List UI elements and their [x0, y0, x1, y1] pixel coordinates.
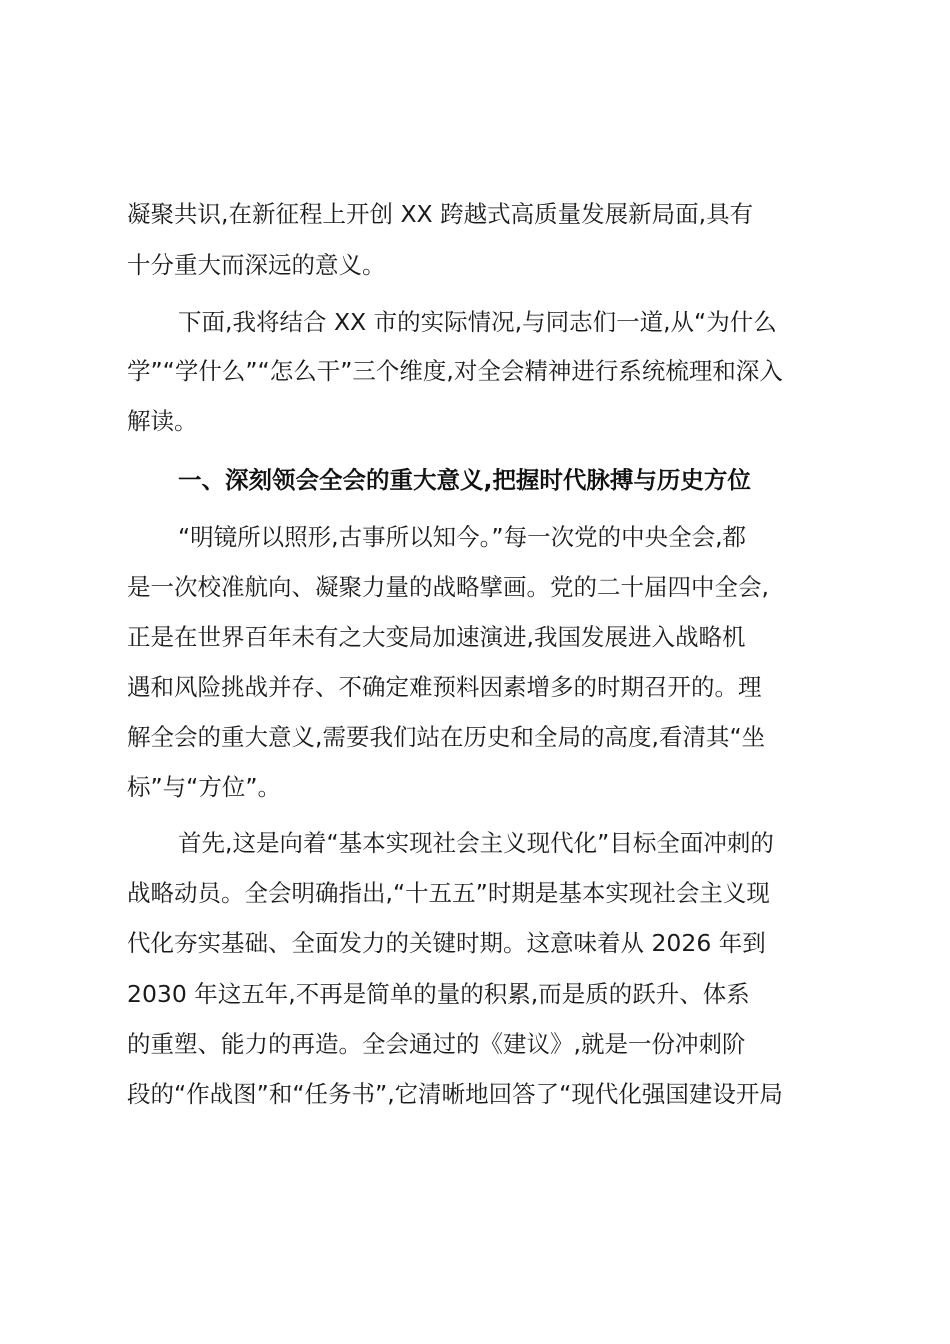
paragraph-line: 的重塑、能力的再造。全会通过的《建议》,就是一份冲刺阶: [127, 1030, 746, 1058]
paragraph-line: 遇和风险挑战并存、不确定难预料因素增多的时期召开的。理: [127, 673, 762, 701]
paragraph-line: 段的“作战图”和“任务书”,它清晰地回答了“现代化强国建设开局: [127, 1080, 783, 1108]
paragraph-line: 代化夯实基础、全面发力的关键时期。这意味着从 2026 年到: [127, 929, 766, 957]
paragraph-line: 标”与“方位”。: [127, 773, 282, 801]
paragraph-line: 凝聚共识,在新征程上开创 XX 跨越式高质量发展新局面,具有: [127, 200, 754, 228]
paragraph-line: 是一次校准航向、凝聚力量的战略擘画。党的二十届四中全会,: [127, 573, 769, 601]
paragraph-line: 下面,我将结合 XX 市的实际情况,与同志们一道,从“为什么: [178, 308, 777, 336]
paragraph-line: 解全会的重大意义,需要我们站在历史和全局的高度,看清其“坐: [127, 723, 766, 751]
paragraph-line: 2030 年这五年,不再是简单的量的积累,而是质的跃升、体系: [127, 980, 750, 1008]
paragraph-line: 学”“学什么”“怎么干”三个维度,对全会精神进行系统梳理和深入: [127, 357, 783, 385]
paragraph-line: 正是在世界百年未有之大变局加速演进,我国发展进入战略机: [127, 623, 746, 651]
paragraph-line: “明镜所以照形,古事所以知今。”每一次党的中央全会,都: [178, 523, 747, 551]
paragraph-line: 十分重大而深远的意义。: [127, 251, 386, 279]
paragraph-line: 首先,这是向着“基本实现社会主义现代化”目标全面冲刺的: [178, 829, 774, 857]
paragraph-line: 解读。: [127, 407, 198, 435]
section-heading: 一、深刻领会全会的重大意义,把握时代脉搏与历史方位: [178, 466, 751, 494]
paragraph-line: 战略动员。全会明确指出,“十五五”时期是基本实现社会主义现: [127, 879, 770, 907]
